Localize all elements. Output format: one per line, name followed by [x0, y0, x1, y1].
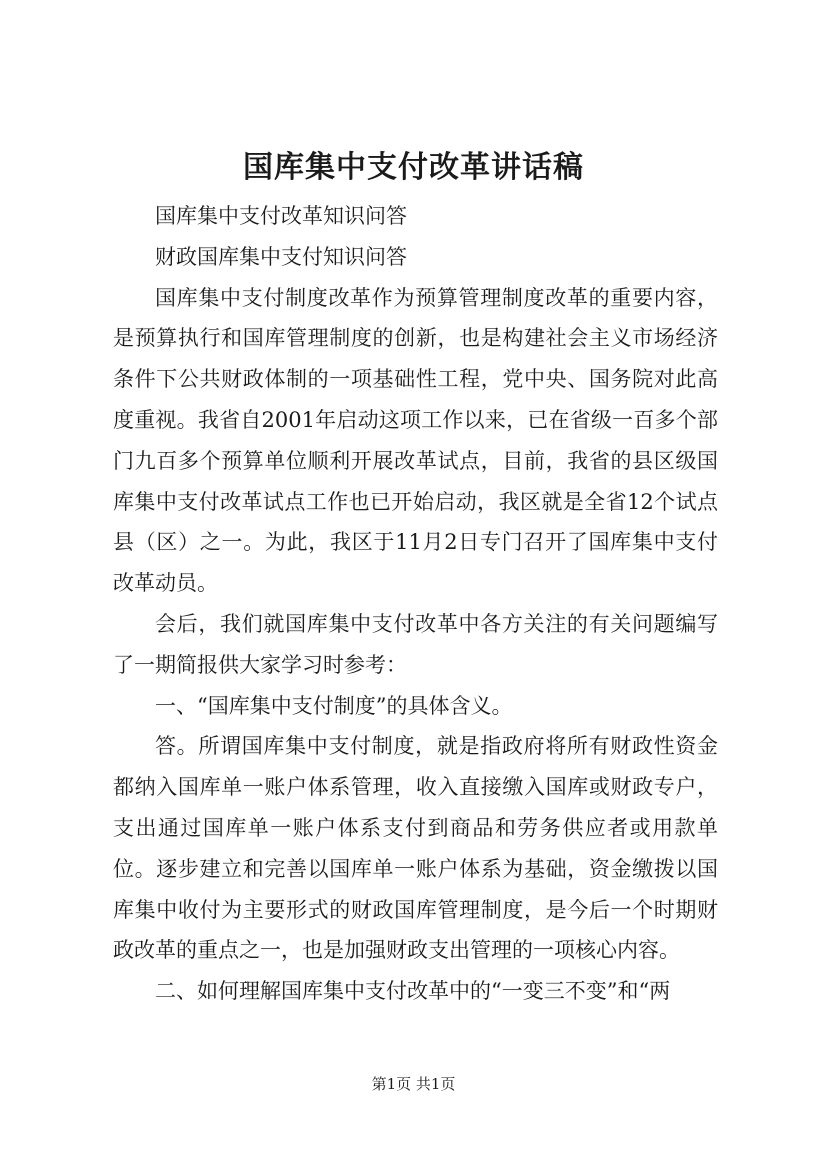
document-title: 国库集中支付改革讲话稿 [243, 150, 584, 185]
paragraph-subtitle-2: 财政国库集中支付知识问答 [155, 244, 407, 269]
paragraph-answer-1: 答。所谓国库集中支付制度，就是指政府将所有财政性资金都纳入国库单一账户体系管理，收入直接缴入国库或财政专户，支出通过国库单一账户体系支付到商品和劳务供应者或用款单位。逐步建立和完善以国库单一账户体系为基础，资金缴拨以国库集中收付为主要形式的财政国库管理制度，是今后一个时期财政改革的重点之一，也是加强财政支出管理的一项核心内容。 [113, 734, 718, 963]
paragraph-introduction: 国库集中支付制度改革作为预算管理制度改革的重要内容，是预算执行和国库管理制度的创新，也是构建社会主义市场经济条件下公共财政体制的一项基础性工程，党中央、国务院对此高度重视。我省自2001年启动这项工作以来，已在省级一百多个部门九百多个预算单位顺利开展改革试点，目前，我省的县区级国库集中支付改革试点工作也已开始启动，我区就是全省12个试点县（区）之一。为此，我区于11月2日专门召开了国库集中支付改革动员。 [113, 285, 718, 596]
paragraph-briefing-note: 会后，我们就国库集中支付改革中各方关注的有关问题编写了一期简报供大家学习时参考： [113, 611, 718, 677]
paragraph-subtitle-1: 国库集中支付改革知识问答 [155, 204, 407, 228]
document-body [113, 196, 718, 1012]
page-number-footer: 第1页 共1页 [371, 1075, 456, 1093]
paragraph-question-1: 一、“国库集中支付制度”的具体含义。 [155, 693, 513, 718]
paragraph-question-2: 二、如何理解国库集中支付改革中的“一变三不变”和“两 [155, 979, 671, 1004]
